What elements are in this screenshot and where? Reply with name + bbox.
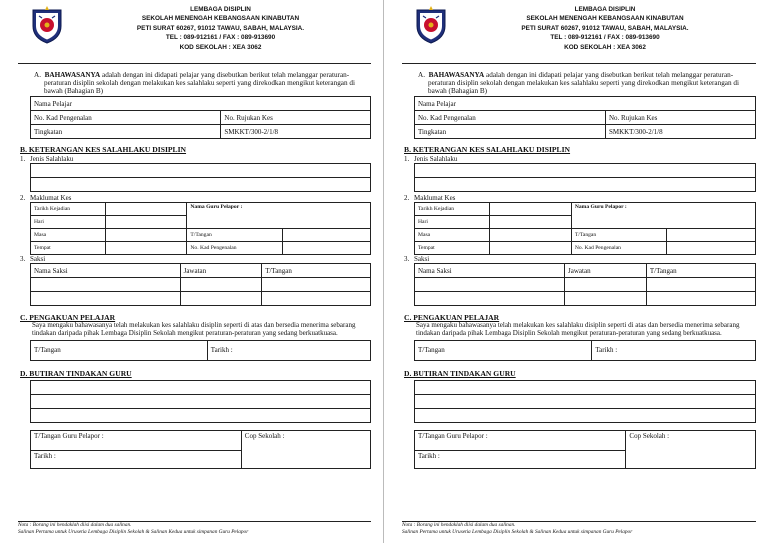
time-label: Masa	[415, 229, 490, 242]
section-d-title: D. BUTIRAN TINDAKAN GURU	[404, 368, 516, 378]
teacher-action-line-3[interactable]	[415, 408, 756, 422]
incident-date-field[interactable]	[490, 203, 572, 216]
letterhead-text	[454, 5, 756, 52]
offence-type-line-2[interactable]	[31, 178, 371, 192]
case-reference-label: No. Rujukan Kes	[605, 111, 755, 125]
witness-name-field[interactable]	[415, 278, 565, 292]
teacher-signature-field[interactable]	[282, 229, 370, 242]
section-a-statement: A. BAHAWASANYA adalah dengan ini didapati pelajar yang disebutkan berikut telah melanggar peraturan-peraturan disiplin sekolah dengan melakukan kes salahlaku seperti yang direkodkan mengikut keterangan di bawah (Bahagian B)	[34, 71, 355, 95]
school-phone: TEL : 089-912161 / FAX : 089-913690	[165, 34, 276, 42]
witness-name-header: Nama Saksi	[31, 264, 181, 278]
section-b-title: B. KETERANGAN KES SALAHLAKU DISIPLIN	[404, 145, 571, 155]
witness-signature-field[interactable]	[646, 292, 755, 306]
form-page-right	[384, 0, 768, 543]
signoff-date-field[interactable]: Tarikh :	[415, 450, 626, 468]
reporting-teacher-field[interactable]: Nama Guru Pelapor :	[571, 203, 755, 229]
place-label: Tempat	[31, 242, 106, 255]
board-name: LEMBAGA DISIPLIN	[190, 6, 251, 13]
header-divider	[18, 63, 371, 64]
witness-signature-field[interactable]	[262, 278, 371, 292]
witness-table	[414, 263, 756, 306]
place-field[interactable]	[105, 242, 187, 255]
signoff-date-field[interactable]: Tarikh :	[31, 450, 242, 468]
offence-type-table	[30, 163, 371, 192]
incident-date-field[interactable]	[105, 203, 187, 216]
witness-name-field[interactable]	[31, 292, 181, 306]
reporting-teacher-field[interactable]: Nama Guru Pelapor :	[187, 203, 371, 229]
offence-type-line-1[interactable]	[31, 164, 371, 178]
witness-signature-header: T/Tangan	[262, 264, 371, 278]
letterhead	[30, 0, 371, 62]
school-stamp-field[interactable]: Cop Sekolah :	[241, 430, 370, 468]
witness-position-field[interactable]	[565, 292, 647, 306]
teacher-action-line-1[interactable]	[415, 380, 756, 394]
board-name: LEMBAGA DISIPLIN	[574, 6, 636, 13]
teacher-action-line-2[interactable]	[31, 394, 371, 408]
offence-type-table	[414, 163, 756, 192]
offence-type-line-2[interactable]	[415, 178, 756, 192]
student-info-table	[30, 96, 371, 139]
school-name: SEKOLAH MENENGAH KEBANGSAAN KINABUTAN	[141, 15, 300, 23]
teacher-signature-field[interactable]	[667, 229, 756, 242]
case-reference-code: SMKKT/300-2/1/8	[221, 125, 371, 139]
witness-name-field[interactable]	[415, 292, 565, 306]
witness-signature-field[interactable]	[646, 278, 755, 292]
witness-position-field[interactable]	[180, 278, 262, 292]
case-reference-code: SMKKT/300-2/1/8	[605, 125, 755, 139]
footer-note: Nota : Borang ini hendaklah diisi dalam dua salinan. Salinan Pertama untuk Urusetia Lembaga Disiplin Sekolah & Salinan Kedua untuk simpanan Guru Pelapor	[18, 522, 249, 535]
day-field[interactable]	[105, 216, 187, 229]
confession-signature-table	[30, 340, 371, 361]
teacher-signature-label: T/Tangan	[187, 229, 282, 242]
school-name: SEKOLAH MENENGAH KEBANGSAAN KINABUTAN	[526, 15, 684, 23]
time-field[interactable]	[105, 229, 187, 242]
student-name-field[interactable]: Nama Pelajar	[415, 97, 756, 111]
item-witness: 3. Saksi	[20, 255, 46, 264]
offence-type-line-1[interactable]	[415, 164, 756, 178]
teacher-action-line-1[interactable]	[31, 380, 371, 394]
section-a-statement: A. BAHAWASANYA adalah dengan ini didapati pelajar yang disebutkan berikut telah melanggar peraturan-peraturan disiplin sekolah dengan melakukan kes salahlaku seperti yang direkodkan mengikut keterangan di bawah (Bahagian B)	[418, 71, 739, 95]
ic-number-field[interactable]: No. Kad Pengenalan	[31, 111, 221, 125]
school-address: PETI SURAT 60267, 91012 TAWAU, SABAH, MALAYSIA.	[521, 24, 689, 32]
case-info-table	[414, 202, 756, 255]
time-field[interactable]	[490, 229, 572, 242]
witness-position-header: Jawatan	[180, 264, 262, 278]
teacher-action-line-2[interactable]	[415, 394, 756, 408]
place-field[interactable]	[490, 242, 572, 255]
witness-signature-header: T/Tangan	[646, 264, 755, 278]
ic-number-field[interactable]: No. Kad Pengenalan	[415, 111, 606, 125]
teacher-action-table	[414, 380, 756, 423]
footer-note: Nota : Borang ini hendaklah diisi dalam dua salinan. Salinan Pertama untuk Urusetia Lembaga Disiplin Sekolah & Salinan Kedua untuk simpanan Guru Pelapor	[402, 522, 633, 535]
school-crest-icon	[30, 4, 64, 44]
item-case-info: 2. Maklumat Kes	[404, 194, 456, 203]
school-phone: TEL : 089-912161 / FAX : 089-913690	[550, 34, 660, 42]
section-c-title: C. PENGAKUAN PELAJAR	[404, 313, 500, 323]
item-witness: 3. Saksi	[404, 255, 430, 264]
reporting-teacher-signature-field[interactable]: T/Tangan Guru Pelapor :	[31, 430, 242, 450]
reporting-teacher-signature-field[interactable]: T/Tangan Guru Pelapor :	[415, 430, 626, 450]
student-signature-field[interactable]: T/Tangan	[415, 340, 592, 360]
teacher-ic-field[interactable]	[282, 242, 370, 255]
witness-signature-field[interactable]	[262, 292, 371, 306]
section-b-title: B. KETERANGAN KES SALAHLAKU DISIPLIN	[20, 145, 187, 155]
witness-position-header: Jawatan	[565, 264, 647, 278]
witness-position-field[interactable]	[180, 292, 262, 306]
teacher-ic-field[interactable]	[667, 242, 756, 255]
student-info-table	[414, 96, 756, 139]
witness-name-field[interactable]	[31, 278, 181, 292]
school-crest-icon	[414, 4, 448, 44]
student-confession-text: Saya mengaku bahawasanya telah melakukan kes salahlaku disiplin seperti di atas dan bersedia menerima sebarang tindakan daripada pihak Lembaga Disiplin Sekolah mengikut peraturan-peraturan yang sedang berkuatkuasa.	[32, 321, 356, 338]
teacher-ic-label: No. Kad Pengenalan	[571, 242, 666, 255]
day-label: Hari	[31, 216, 106, 229]
time-label: Masa	[31, 229, 106, 242]
teacher-signoff-table	[30, 430, 371, 469]
student-confession-text: Saya mengaku bahawasanya telah melakukan kes salahlaku disiplin seperti di atas dan bersedia menerima sebarang tindakan daripada pihak Lembaga Disiplin Sekolah mengikut peraturan-peraturan yang sedang berkuatkuasa.	[416, 321, 740, 338]
confession-date-field[interactable]: Tarikh :	[207, 340, 370, 360]
confession-signature-table	[414, 340, 756, 361]
case-reference-label: No. Rujukan Kes	[221, 111, 371, 125]
witness-name-header: Nama Saksi	[415, 264, 565, 278]
teacher-signoff-table	[414, 430, 756, 469]
header-divider	[402, 63, 756, 64]
section-c-title: C. PENGAKUAN PELAJAR	[20, 313, 116, 323]
teacher-action-line-3[interactable]	[31, 408, 371, 422]
section-d-title: D. BUTIRAN TINDAKAN GURU	[20, 368, 132, 378]
teacher-signature-label: T/Tangan	[571, 229, 666, 242]
place-label: Tempat	[415, 242, 490, 255]
day-field[interactable]	[490, 216, 572, 229]
witness-table	[30, 263, 371, 306]
case-info-table	[30, 202, 371, 255]
school-stamp-field[interactable]: Cop Sekolah :	[626, 430, 756, 468]
student-signature-field[interactable]: T/Tangan	[31, 340, 208, 360]
witness-position-field[interactable]	[565, 278, 647, 292]
item-offence-type: 1. Jenis Salahlaku	[404, 155, 458, 164]
teacher-ic-label: No. Kad Pengenalan	[187, 242, 282, 255]
school-address: PETI SURAT 60267, 91012 TAWAU, SABAH, MALAYSIA.	[136, 24, 305, 32]
student-name-field[interactable]: Nama Pelajar	[31, 97, 371, 111]
incident-date-label: Tarikh Kejadian	[415, 203, 490, 216]
school-code: KOD SEKOLAH : XEA 3062	[179, 43, 262, 51]
item-offence-type: 1. Jenis Salahlaku	[20, 155, 74, 164]
school-code: KOD SEKOLAH : XEA 3062	[564, 43, 646, 51]
item-case-info: 2. Maklumat Kes	[20, 194, 72, 203]
letterhead-text	[70, 5, 371, 52]
letterhead	[414, 0, 756, 62]
day-label: Hari	[415, 216, 490, 229]
form-level-field[interactable]: Tingkatan	[31, 125, 221, 139]
incident-date-label: Tarikh Kejadian	[31, 203, 106, 216]
teacher-action-table	[30, 380, 371, 423]
confession-date-field[interactable]: Tarikh :	[592, 340, 756, 360]
form-level-field[interactable]: Tingkatan	[415, 125, 606, 139]
